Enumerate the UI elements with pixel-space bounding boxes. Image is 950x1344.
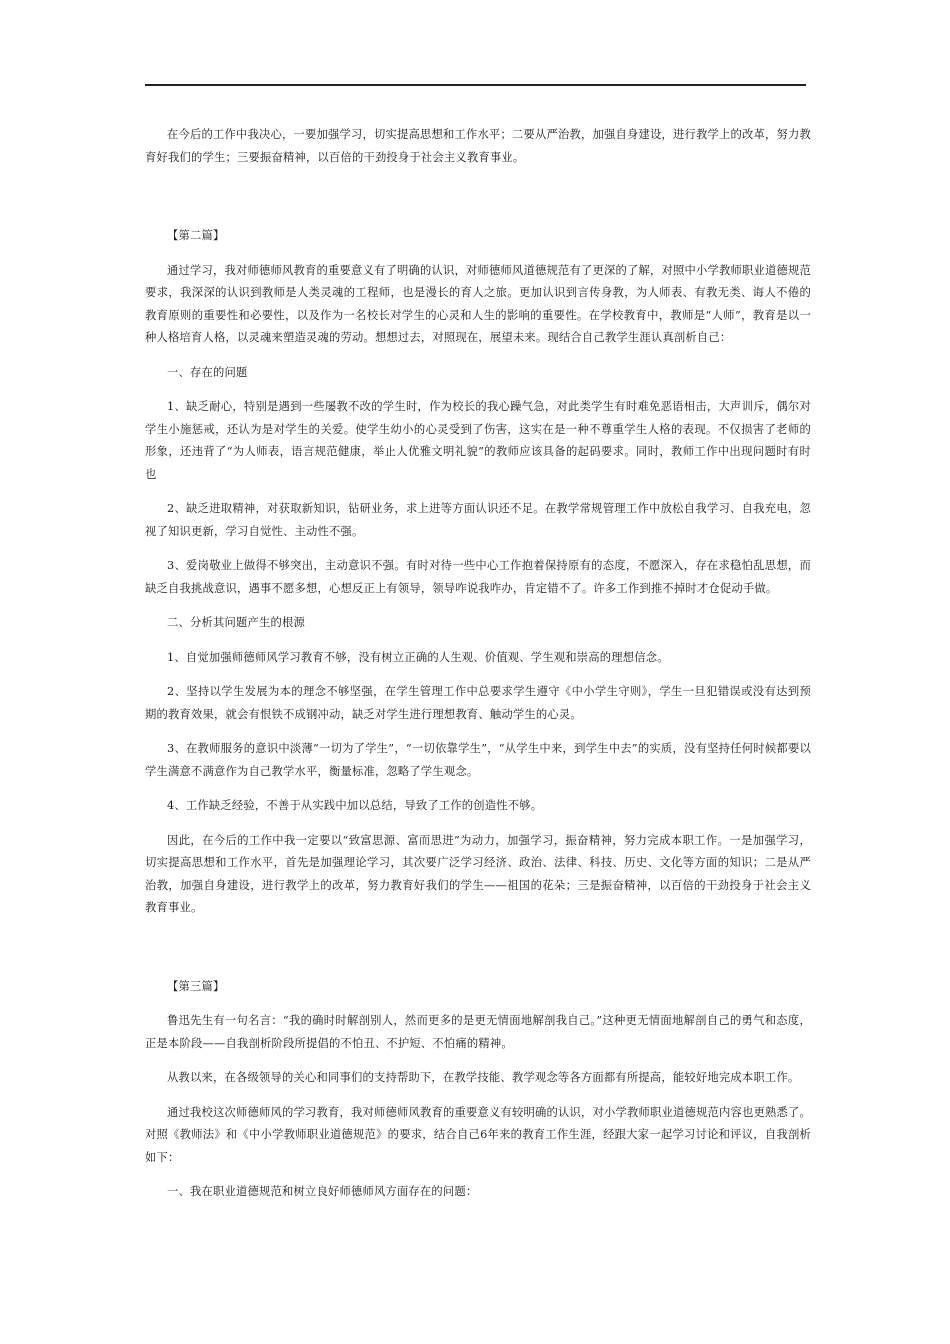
part2-section2-item-3: 3、在教师服务的意识中淡薄“一切为了学生”，“一切依靠学生”，“从学生中来，到学生中去”的实质，没有坚持任何时候都要以学生满意不满意作为自己教学水平，衡量标准，忽略了学生观念。 bbox=[145, 742, 811, 778]
intro-paragraph: 在今后的工作中我决心，一要加强学习，切实提高思想和工作水平；二要从严治教，加强自身建设，进行教学上的改革，努力教育好我们的学生；三要振奋精神，以百倍的干劲投身于社会主义教育事业。 bbox=[145, 128, 811, 164]
part2-section1-title: 一、存在的问题 bbox=[167, 365, 248, 379]
spacer bbox=[145, 600, 811, 612]
spacer bbox=[145, 635, 811, 647]
part2-section2-item-4: 4、工作缺乏经验，不善于从实践中加以总结，导致了工作的创造性不够。 bbox=[167, 799, 543, 812]
part3-title: 【第三篇】 bbox=[167, 979, 225, 993]
part2-paragraph-1: 通过学习，我对师德师风教育的重要意义有了明确的认识，对师德师风道德规范有了更深的了解，对照中小学教师职业道德规范要求，我深深的认识到教师是人类灵魂的工程师，也是漫长的育人之旅。更加认识到言传身教，为人师表、有教无类、诲人不倦的教育原则的重要性和必要性，以及作为一名校长对学生的心灵和人生的影响的重要性。在学校教育中，教师是“人师”，教育是以一种人格培育人格，以灵魂来塑造灵魂的劳动。想想过去，对照现在，展望未来。现结合自己教学生涯认真剖析自己： bbox=[145, 263, 811, 344]
section-spacer bbox=[145, 920, 811, 976]
part2-section2-item-2: 2、坚持以学生发展为本的理念不够坚强，在学生管理工作中总要求学生遵守《中小学生守则》，学生一旦犯错误或没有达到预期的教育效果，就会有恨铁不成钢冲动，缺乏对学生进行理想教育、触动学生的心灵。 bbox=[145, 685, 811, 721]
part2-section2-title: 二、分析其问题产生的根源 bbox=[167, 616, 305, 629]
part2-title: 【第二篇】 bbox=[167, 229, 225, 242]
spacer bbox=[145, 1169, 811, 1181]
part2-conclusion: 因此，在今后的工作中我一定要以“致富思源、富而思进”为动力，加强学习，振奋精神，努力完成本职工作。一是加强学习，切实提高思想和工作水平，首先是加强理论学习，其次要广泛学习经济、政治、法律、科技、历史、文化等方面的知识；二是从严治教，加强自身建设，进行教学上的改革，努力教育好我们的学生——祖国的花朵；三是振奋精神，以百倍的干劲投身于社会主义教育事业。 bbox=[145, 833, 811, 914]
part3-section1-title: 一、我在职业道德规范和树立良好师德师风方面存在的问题： bbox=[167, 1185, 478, 1198]
part2-section2-item-1: 1、自觉加强师德师风学习教育不够，没有树立正确的人生观、价值观、学生观和崇高的理想信念。 bbox=[167, 650, 669, 664]
spacer bbox=[145, 248, 811, 260]
spacer bbox=[145, 350, 811, 362]
part3-paragraph-2: 从教以来，在各级领导的关心和同事们的支持帮助下，在教学技能、教学观念等各方面都有所提高，能较好地完成本职工作。 bbox=[167, 1071, 800, 1084]
header-rule bbox=[145, 84, 806, 86]
spacer bbox=[145, 726, 811, 738]
part3-paragraph-3: 通过我校这次师德师风的学习教育，我对师德师风教育的重要意义有较明确的认识，对小学教师职业道德规范内容也更熟悉了。对照《教师法》和《中小学教师职业道德规范》的要求，结合自己6年来的教育工作生涯，经跟大家一起学习讨论和评议，自我剖析如下： bbox=[145, 1105, 811, 1164]
spacer bbox=[145, 486, 811, 498]
section-spacer bbox=[145, 169, 811, 225]
spacer bbox=[145, 384, 811, 396]
part2-section1-item-3: 3、爱岗敬业上做得不够突出，主动意识不强。有时对待一些中心工作抱着保持原有的态度，不愿深入，存在求稳怕乱思想，而缺乏自我挑战意识，遇事不愿多想，心想反正上有领导，领导咋说我咋办，肯定错不了。许多工作到推不掉时才仓促动手做。 bbox=[145, 559, 811, 595]
part2-section1-item-2: 2、缺乏进取精神，对获取新知识，钻研业务，求上进等方面认识还不足。在教学常规管理工作中放松自我学习、自我充电，忽视了知识更新，学习自觉性、主动性不强。 bbox=[145, 502, 811, 538]
spacer bbox=[145, 1090, 811, 1102]
spacer bbox=[145, 998, 811, 1010]
part2-section1-item-1: 1、缺乏耐心，特别是遇到一些屡教不改的学生时，作为校长的我心躁气急，对此类学生有时难免恶语相击，大声训斥，偶尔对学生小施惩戒，还认为是对学生的关爱。使学生幼小的心灵受到了伤害，这实在是一种不尊重学生人格的表现。不仅损害了老师的形象，还违背了“为人师表，语言规范健康，举止人优雅文明礼貌”的教师应该具备的起码要求。同时，教师工作中出现问题时有时也 bbox=[145, 400, 811, 481]
spacer bbox=[145, 818, 811, 830]
spacer bbox=[145, 783, 811, 795]
spacer bbox=[145, 669, 811, 681]
spacer bbox=[145, 1055, 811, 1067]
spacer bbox=[145, 543, 811, 555]
part3-paragraph-1: 鲁迅先生有一句名言：“我的确时时解剖别人，然而更多的是更无情面地解剖我自己。”这种更无情面地解剖自己的勇气和态度，正是本阶段——自我剖析阶段所提倡的不怕丑、不护短、不怕痛的精神。 bbox=[145, 1014, 811, 1050]
document-body bbox=[145, 124, 811, 1204]
